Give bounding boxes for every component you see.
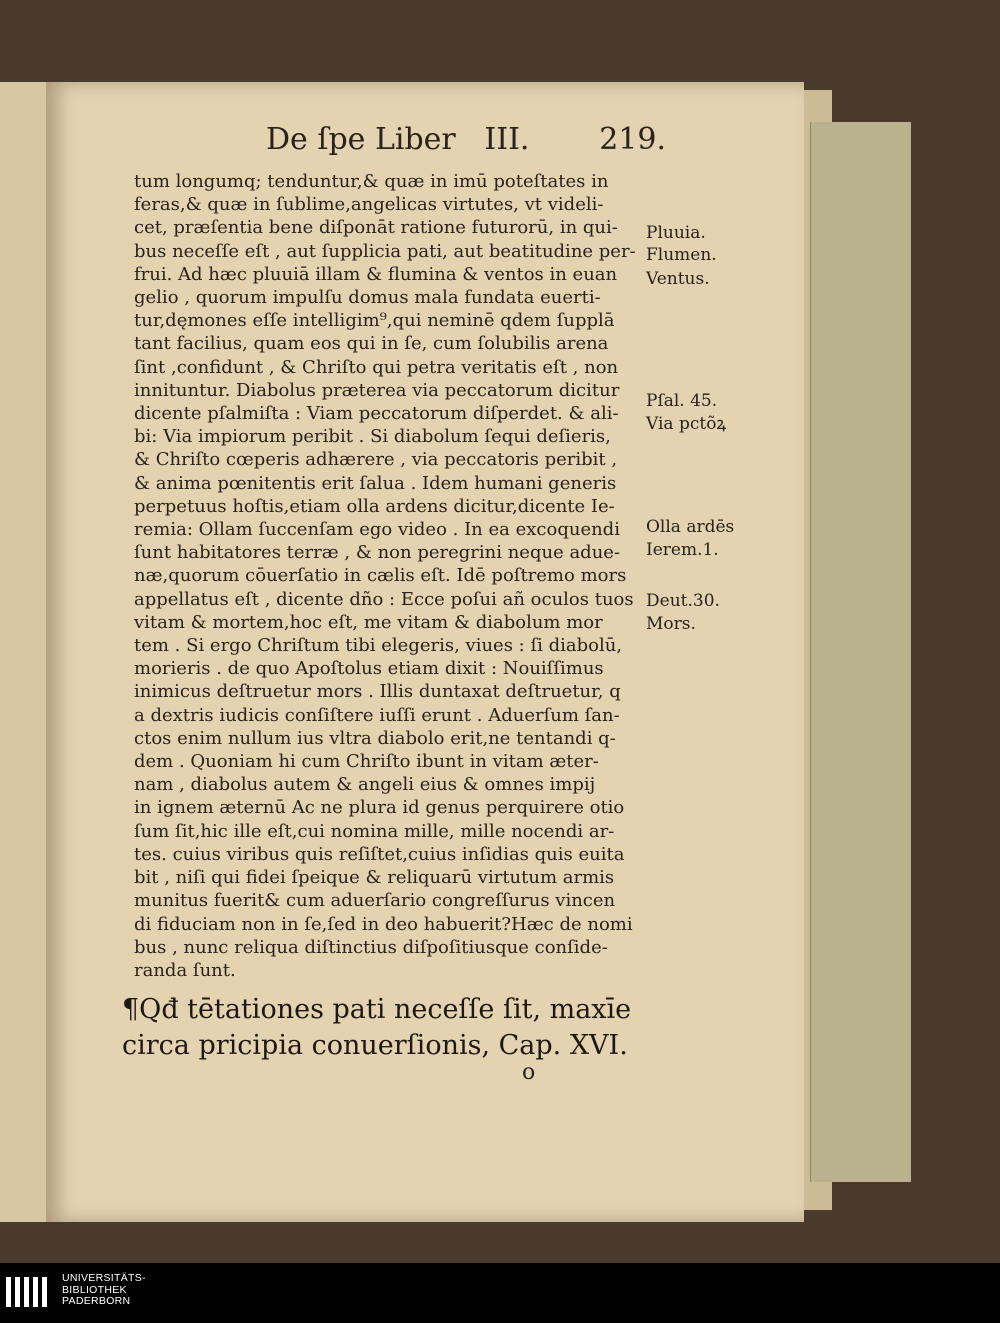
- text-line: bus neceſſe eſt , aut ſupplicia pati, aut beatitudine per-: [134, 240, 636, 262]
- margin-note: Ierem.1.: [646, 540, 719, 560]
- text-line: nam , diabolus autem & angeli eius & omnes impij: [134, 774, 596, 796]
- facing-page-edge: [0, 82, 50, 1222]
- text-line: tum longumq; tenduntur,& quæ in imū poteſtates in: [134, 171, 609, 192]
- text-line: ſint ,confidunt , & Chriſto qui petra veritatis eſt , non: [134, 356, 619, 378]
- text-line: di fiduciam non in ſe,ſed in deo habuerit?Hæc de nomi: [134, 913, 633, 935]
- text-line: tes. cuius viribus quis reſiſtet,cuius inſidias quis euita: [134, 843, 625, 865]
- text-line: ctos enim nullum ius vltra diabolo erit,ne tentandi q-: [134, 727, 616, 749]
- margin-note: Deut.30.: [646, 591, 720, 611]
- text-line: munitus fuerit& cum aduerſario congreſſurus vincen: [134, 890, 616, 912]
- binding-strip: [810, 122, 911, 1182]
- text-line: ſum ſit,hic ille eſt,cui nomina mille, mille nocendi ar-: [134, 820, 615, 842]
- library-name-line-3: PADERBORN: [62, 1295, 131, 1307]
- margin-note: Via pctõꝝ: [646, 414, 727, 434]
- text-line: tant facilius, quam eos qui in ſe, cum ſolubilis arena: [134, 333, 609, 355]
- margin-note: Pſal. 45.: [646, 391, 718, 411]
- text-line: ſunt habitatores terræ , & non peregrini neque adue-: [134, 542, 621, 564]
- margin-note: Flumen.: [646, 245, 717, 265]
- text-line: cet, præſentia bene diſponāt ratione futurorū, in qui-: [134, 217, 618, 239]
- text-line: dem . Quoniam hi cum Chriſto ibunt in vitam æter-: [134, 751, 599, 773]
- signature-mark: o: [522, 1060, 536, 1085]
- text-line: morieris . de quo Apoſtolus etiam dixit : Nouiſſimus: [134, 658, 604, 680]
- text-line: tem . Si ergo Chriſtum tibi elegeris, viues : ſi diabolū,: [134, 635, 623, 657]
- text-line: bus , nunc reliqua diſtinctius diſpoſitiusque conſide-: [134, 936, 608, 958]
- library-logo-icon: [6, 1275, 54, 1309]
- text-line: innituntur. Diabolus præterea via peccatorum dicitur: [134, 379, 620, 401]
- text-line: a dextris iudicis conſiſtere iuſſi erunt . Aduerſum ſan-: [134, 704, 620, 726]
- margin-note: Pluuia.: [646, 223, 706, 243]
- body-text: [134, 170, 639, 982]
- text-line: frui. Ad hæc pluuiā illam & flumina & ventos in euan: [134, 263, 618, 285]
- book-page: [46, 82, 804, 1222]
- text-line: & Chriſto cœperis adhærere , via peccatoris peribit ,: [134, 449, 618, 471]
- footer-bar: [0, 1263, 1000, 1323]
- text-line: feras,& quæ in ſublime,angelicas virtutes, vt videli-: [134, 194, 604, 216]
- library-name-line-1: UNIVERSITÄTS-: [62, 1272, 146, 1284]
- text-line: perpetuus hoſtis,etiam olla ardens dicitur,dicente Ie-: [134, 495, 615, 517]
- text-line: remia: Ollam ſuccenſam ego video . In ea excoquendi: [134, 519, 620, 541]
- chapter-heading-line-1: ¶Qđ tētationes pati neceſſe ſit, maxīe: [122, 994, 632, 1025]
- chapter-heading: [122, 992, 642, 1064]
- text-line: dicente pſalmiſta : Viam peccatorum diſperdet. & ali-: [134, 403, 619, 425]
- text-line: tur,dęmones eſſe intelligim⁹,qui neminē qdem ſupplā: [134, 310, 615, 332]
- running-title: De ſpe Liber III.: [266, 122, 530, 157]
- text-line: inimicus deſtruetur mors . Illis duntaxat deſtruetur, q: [134, 681, 621, 703]
- text-line: bi: Via impiorum peribit . Si diabolum ſequi deſieris,: [134, 426, 611, 448]
- page-number: 219.: [599, 122, 666, 157]
- library-name: [62, 1273, 146, 1308]
- text-line: in ignem æternū Ac ne plura id genus perquirere otio: [134, 797, 625, 819]
- text-line: bit , niſi qui fidei ſpeique & reliquarū virtutum armis: [134, 867, 615, 889]
- text-line: gelio , quorum impulſu domus mala fundata euerti-: [134, 287, 601, 309]
- page-header: [226, 122, 666, 162]
- text-line: næ,quorum cōuerſatio in cælis eſt. Idē poſtremo mors: [134, 565, 627, 587]
- text-line: & anima pœnitentis erit ſalua . Idem humani generis: [134, 472, 617, 494]
- margin-note: Olla ardēs: [646, 517, 735, 537]
- library-name-line-2: BIBLIOTHEK: [62, 1283, 127, 1296]
- chapter-heading-line-2: circa pricipia conuerſionis, Cap. XVI.: [122, 1030, 628, 1061]
- text-line: vitam & mortem,hoc eſt, me vitam & diabolum mor: [134, 611, 603, 633]
- text-line: appellatus eſt , dicente dño : Ecce poſui añ oculos tuos: [134, 588, 634, 610]
- margin-note: Mors.: [646, 614, 696, 634]
- text-line: randa ſunt.: [134, 959, 236, 981]
- margin-note: Ventus.: [646, 269, 710, 289]
